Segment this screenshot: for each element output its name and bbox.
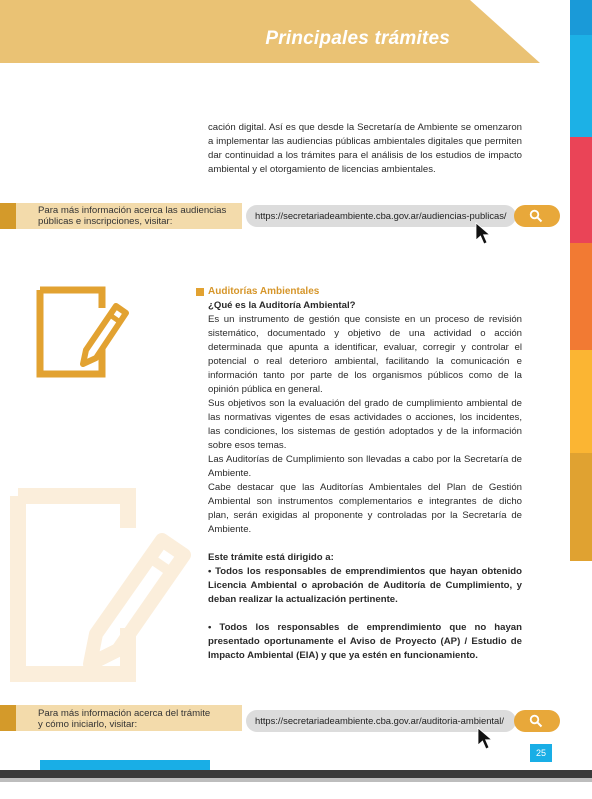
info-bar-1-line1: Para más información acerca las audiencias (38, 205, 227, 216)
info-bar-accent (0, 705, 16, 731)
footer-cyan-bar (40, 760, 210, 770)
page-title: Principales trámites (265, 28, 450, 49)
info-bar-1-text (38, 205, 243, 227)
section-bullet-square (196, 288, 204, 296)
info-bar-2-line1: Para más información acerca del trámite (38, 708, 211, 719)
section-body (208, 299, 522, 663)
bullet-1: • Todos los responsables de emprendimientos que hayan obtenido Licencia Ambiental o aprobación de Auditoría de Cumplimiento, y deban realizar la actualización pertinente. (208, 566, 522, 605)
footer-dark-bar (0, 770, 592, 778)
info-bar-2-line2: y cómo iniciarlo, visitar: (38, 719, 138, 730)
search-button-2[interactable] (514, 710, 560, 732)
header-corner (470, 0, 540, 63)
section-tab-5[interactable] (570, 350, 592, 453)
section-paragraph-2: Sus objetivos son la evaluación del grado de cumplimiento ambiental de las normativas vigentes de esas actividades o acciones, los incidentes, las condiciones, los sistemas de gestión adoptados y de la información sobre esos temas. (208, 398, 522, 451)
cursor-arrow-icon (474, 222, 494, 246)
section-paragraph-4: Cabe destacar que las Auditorías Ambientales del Plan de Gestión Ambiental son instrumentos complementarios e integrantes de dicho plan, serán exigidas al proponente y controladas por la Secretaría de Ambiente. (208, 482, 522, 535)
url-link-audiencias[interactable]: https://secretariadeambiente.cba.gov.ar/audiencias-publicas/ (246, 205, 516, 227)
info-bar-2-text (38, 708, 243, 730)
page-number: 25 (530, 744, 552, 762)
watermark-document-icon (0, 488, 200, 688)
section-question: ¿Qué es la Auditoría Ambiental? (208, 300, 356, 311)
section-tab-6[interactable] (570, 453, 592, 561)
url-link-auditoria[interactable]: https://secretariadeambiente.cba.gov.ar/auditoria-ambiental/ (246, 710, 516, 732)
spacer (208, 537, 522, 551)
search-button-1[interactable] (514, 205, 560, 227)
section-tab-1[interactable] (570, 0, 592, 35)
document-pencil-icon (36, 286, 130, 378)
spacer (208, 607, 522, 621)
section-tab-2[interactable] (570, 35, 592, 137)
search-icon (529, 714, 543, 728)
section-tab-3[interactable] (570, 137, 592, 243)
info-bar-accent (0, 203, 16, 229)
info-bar-1-line2: públicas e inscripciones, visitar: (38, 216, 173, 227)
bullet-2: • Todos los responsables de emprendimiento que no hayan presentado oportunamente el Aviso de Proyecto (AP) / Estudio de Impacto Ambiental (EIA) y que ya estén en funcionamiento. (208, 622, 522, 661)
footer-gray-bar (0, 778, 592, 782)
section-paragraph-3: Las Auditorías de Cumplimiento son llevadas a cabo por la Secretaría de Ambiente. (208, 454, 522, 479)
search-icon (529, 209, 543, 223)
section-tab-4[interactable] (570, 243, 592, 350)
intro-text: cación digital. Así es que desde la Secretaría de Ambiente se omenzaron a implementar las audiencias públicas ambientales digitales que permiten dar continuidad a los trámites para el análisis de los estudios de impacto ambiental y el otorgamiento de licencias ambientales. (208, 122, 522, 175)
directed-title: Este trámite está dirigido a: (208, 552, 334, 563)
intro-paragraph (208, 121, 522, 177)
cursor-arrow-icon (476, 727, 496, 751)
section-paragraph-1: Es un instrumento de gestión que consiste en un proceso de revisión sistemático, documentado y objetivo de una actividad o acción determinada que apunta a identificar, evaluar, corregir y controlar el potencial o real deterioro ambiental, facilitando la comunicación e información tanto por parte de los organismos públicos como de la opinión pública en general. (208, 314, 522, 395)
section-title: Auditorías Ambientales (208, 286, 320, 297)
